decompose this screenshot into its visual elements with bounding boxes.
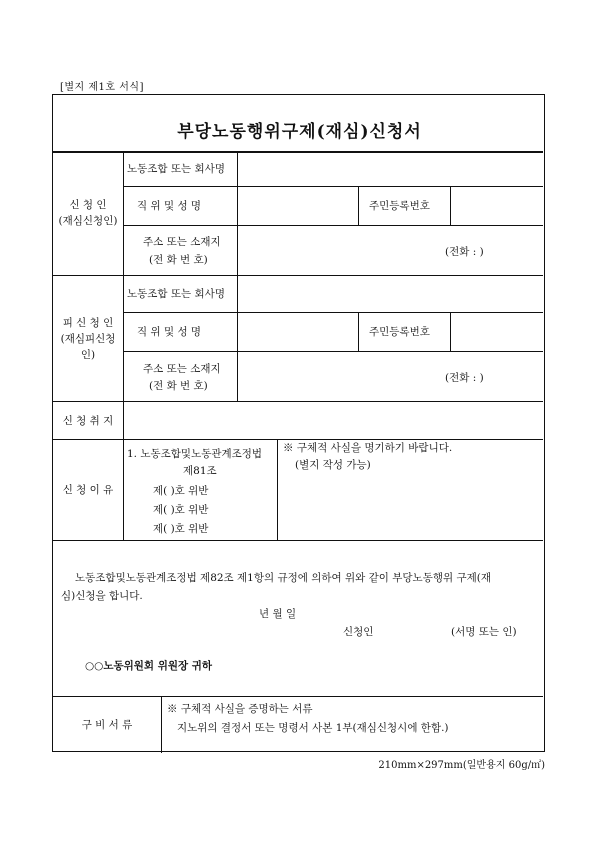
- column-divider: [358, 312, 359, 351]
- attachment-item: 지노위의 결정서 또는 명령서 사본 1부(재심신청시에 한함.): [177, 722, 449, 734]
- application-form: [52, 94, 545, 752]
- reason-note-sub: (별지 작성 가능): [295, 459, 371, 471]
- attachments-label: 구 비 서 류: [81, 719, 133, 731]
- applicant-union-company-input[interactable]: [238, 152, 543, 186]
- law-reference: 1. 노동조합및노동관계조정법: [127, 448, 263, 460]
- statement-text: 노동조합및노동관계조정법 제82조 제1항의 규정에 의하여 위와 같이 부당노동행위 구제(재: [75, 572, 491, 584]
- purpose-input[interactable]: [124, 402, 543, 439]
- resident-number-label: 주민등록번호: [369, 200, 430, 212]
- section-divider: [53, 540, 543, 541]
- purpose-label: 신 청 취 지: [62, 415, 114, 427]
- applicant-signature-label: 신청인: [343, 626, 374, 638]
- violation-line[interactable]: 제( )호 위반: [153, 485, 209, 497]
- applicant-label: 신 청 인: [69, 199, 107, 211]
- reason-note: ※ 구체적 사실을 명기하기 바랍니다.: [283, 442, 453, 454]
- date-field[interactable]: 년 월 일: [259, 608, 297, 620]
- respondent-phone-field: (전화 : ): [445, 372, 484, 384]
- law-article: 제81조: [183, 465, 217, 477]
- phone-label: (전 화 번 호): [149, 380, 208, 392]
- applicant-resident-number-input[interactable]: [451, 187, 543, 225]
- respondent-label: 피 신 청 인: [62, 317, 114, 329]
- union-company-label: 노동조합 또는 회사명: [127, 163, 225, 175]
- applicant-phone-field: (전화 : ): [445, 246, 484, 258]
- violation-line[interactable]: 제( )호 위반: [153, 504, 209, 516]
- respondent-sublabel-cont: 인): [80, 349, 96, 361]
- signature-field[interactable]: (서명 또는 인): [451, 626, 517, 638]
- respondent-resident-number-input[interactable]: [451, 313, 543, 351]
- position-name-label: 직 위 및 성 명: [137, 200, 202, 212]
- statement-text-cont: 심)신청을 합니다.: [61, 590, 143, 602]
- label-column-divider: [123, 151, 124, 540]
- section-divider: [53, 439, 543, 440]
- column-divider: [161, 696, 162, 753]
- respondent-address-input[interactable]: [238, 352, 543, 401]
- applicant-sublabel: (재심신청인): [58, 215, 118, 227]
- position-name-label: 직 위 및 성 명: [137, 326, 202, 338]
- resident-number-label: 주민등록번호: [369, 326, 430, 338]
- reason-label: 신 청 이 유: [62, 484, 114, 496]
- union-company-label: 노동조합 또는 회사명: [127, 288, 225, 300]
- applicant-position-name-input[interactable]: [238, 187, 358, 225]
- address-label: 주소 또는 소재지: [143, 236, 221, 248]
- respondent-position-name-input[interactable]: [238, 313, 358, 351]
- address-label: 주소 또는 소재지: [143, 363, 221, 375]
- paper-spec: 210mm×297mm(일반용지 60g/㎡): [378, 760, 545, 771]
- form-number-tag: [별지 제1호 서식]: [60, 82, 144, 93]
- applicant-address-input[interactable]: [238, 226, 543, 275]
- phone-label: (전 화 번 호): [149, 254, 208, 266]
- reason-details-input[interactable]: [278, 475, 543, 540]
- respondent-union-company-input[interactable]: [238, 276, 543, 312]
- respondent-sublabel: (재심피신청: [60, 333, 116, 345]
- section-divider: [53, 696, 543, 697]
- addressee: ○○노동위원회 위원장 귀하: [85, 660, 213, 672]
- violation-line[interactable]: 제( )호 위반: [153, 523, 209, 535]
- attachment-item: ※ 구체적 사실을 증명하는 서류: [167, 703, 313, 715]
- column-divider: [358, 186, 359, 225]
- form-title: 부당노동행위구제(재심)신청서: [177, 122, 422, 142]
